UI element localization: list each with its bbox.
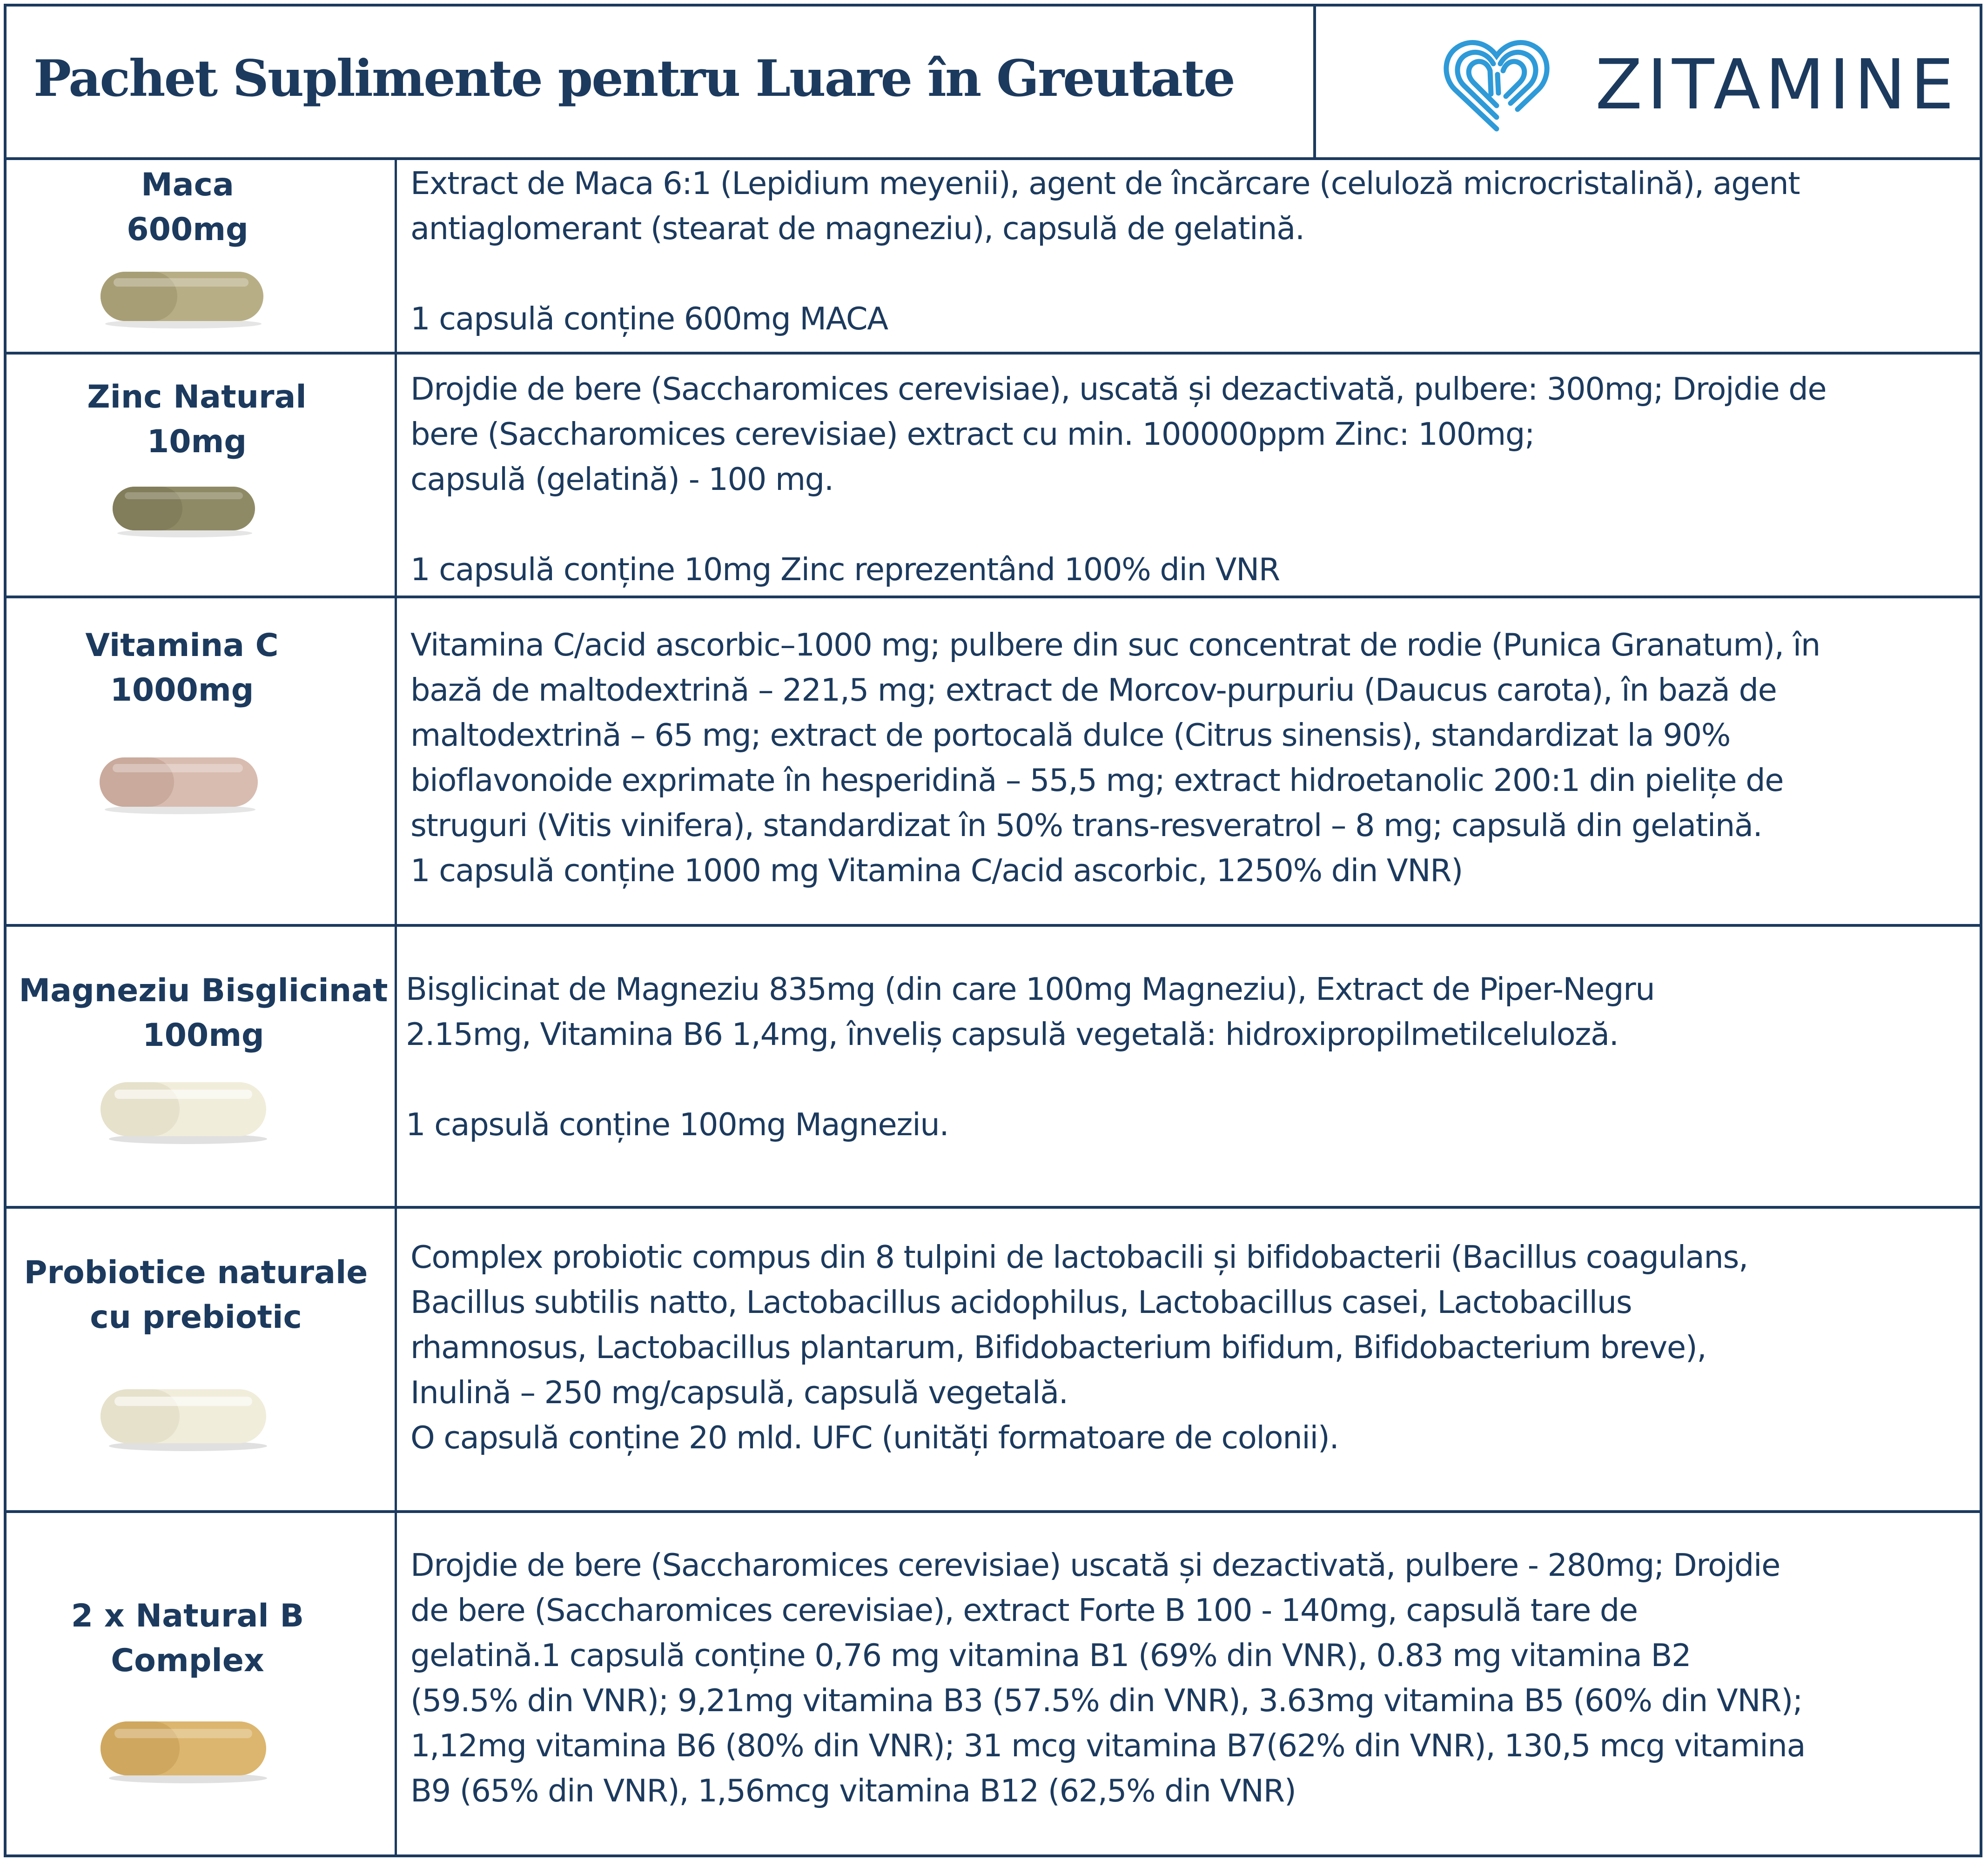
product-description: Bisglicinat de Magneziu 835mg (din care 100mg Magneziu), Extract de Piper-Negru 2.15mg, Vitamina B6 1,4mg, înveliș capsulă vegetală: hidroxipropilmetilceluloză. 1 capsulă conține 100mg Magneziu.: [406, 971, 1655, 1143]
supplement-table: [4, 4, 1982, 1857]
product-description: Drojdie de bere (Saccharomices cerevisiae), uscată și dezactivată, pulbere: 300mg; Drojdie de bere (Saccharomices cerevisiae) extract cu min. 100000ppm Zinc: 100mg; capsulă (gelatină) - 100 mg. 1 capsulă conține 10mg Zinc reprezentând 100% din VNR: [410, 371, 1827, 588]
capsule-image: [95, 1716, 276, 1786]
product-name: Maca 600mg: [127, 167, 248, 248]
product-description: Extract de Maca 6:1 (Lepidium meyenii), agent de încărcare (celuloză microcristalină), agent antiaglomerant (stearat de magneziu), capsulă de gelatină. 1 capsulă conține 600mg MACA: [410, 165, 1800, 337]
product-name: 2 x Natural B Complex: [71, 1598, 304, 1679]
table-row: [7, 352, 1980, 598]
capsule-image: [108, 482, 262, 540]
product-description: Drojdie de bere (Saccharomices cerevisiae) uscată și dezactivată, pulbere - 280mg; Drojdie de bere (Saccharomices cerevisiae), extract Forte B 100 - 140mg, capsulă tare de gelatină.1 capsulă conține 0,76 mg vitamina B1 (69% din VNR), 0.83 mg vitamina B2 (59.5% din VNR); 9,21mg vitamina B3 (57.5% din VNR), 3.63mg vitamina B5 (60% din VNR); 1,12mg vitamina B6 (80% din VNR); 31 mcg vitamina B7(62% din VNR), 130,5 mcg vitamina B9 (65% din VNR), 1,56mcg vitamina B12 (62,5% din VNR): [410, 1547, 1806, 1809]
brand-logo: [1313, 7, 1980, 157]
capsule-image: [95, 1384, 276, 1453]
table-row: [7, 1510, 1980, 1854]
product-description: Vitamina C/acid ascorbic–1000 mg; pulbere din suc concentrat de rodie (Punica Granatum), în bază de maltodextrină – 221,5 mg; extract de Morcov-purpuriu (Daucus carota), în bază de maltodextrină – 65 mg; extract de portocală dulce (Citrus sinensis), standardizat la 90% bioflavonoide exprimate în hesperidină – 55,5 mg; extract hidroetanolic 200:1 din pielițe de struguri (Vitis vinifera), standardizat în 50% trans-resveratrol – 8 mg; capsulă din gelatină. 1 capsulă conține 1000 mg Vitamina C/acid ascorbic, 1250% din VNR): [410, 627, 1820, 889]
table-row: [7, 596, 1980, 927]
product-name: Probiotice naturale cu prebiotic: [24, 1254, 368, 1336]
page-title: Pachet Suplimente pentru Luare în Greutate: [34, 49, 1234, 108]
table-row: [7, 1206, 1980, 1513]
table-row: [7, 924, 1980, 1209]
capsule-image: [95, 1077, 276, 1146]
capsule-image: [94, 752, 266, 817]
table-row: [7, 160, 1980, 355]
capsule-image: [95, 266, 272, 331]
table-header: [7, 7, 1980, 160]
brand-name: ZITAMINE: [1595, 45, 1959, 125]
product-name: Vitamina C 1000mg: [85, 627, 279, 709]
product-description: Complex probiotic compus din 8 tulpini de lactobacili și bifidobacterii (Bacillus coagulans, Bacillus subtilis natto, Lactobacillus acidophilus, Lactobacillus casei, Lactobacillus rhamnosus, Lactobacillus plantarum, Bifidobacterium bifidum, Bifidobacterium breve), Inulină – 250 mg/capsulă, capsulă vegetală. O capsulă conține 20 mld. UFC (unități formatoare de colonii).: [410, 1239, 1748, 1456]
product-name: Magneziu Bisglicinat 100mg: [19, 972, 388, 1054]
fingerprint-heart-icon: [1441, 33, 1552, 136]
product-name: Zinc Natural 10mg: [87, 379, 307, 460]
